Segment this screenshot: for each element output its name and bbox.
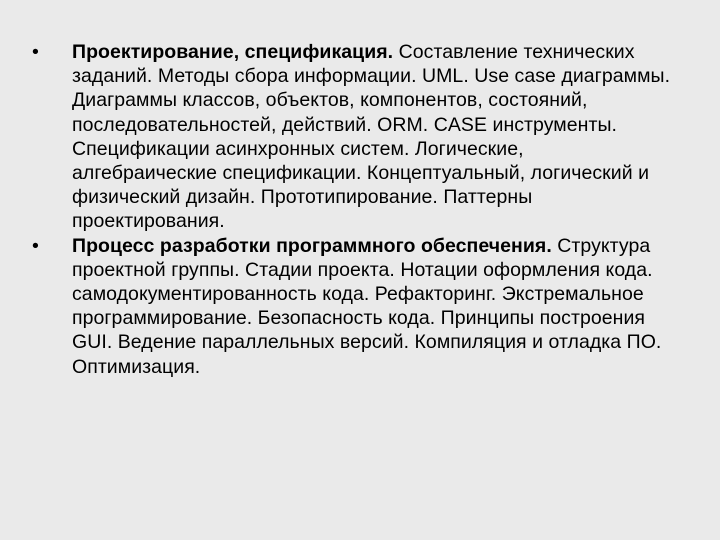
bullet-marker: •	[32, 234, 39, 257]
bullet-list	[32, 40, 672, 379]
bullet-text-design: Составление технических заданий. Методы сбора информации. UML. Use case диаграммы. Диаграммы классов, объектов, компонентов, состояний, последовательностей, действий. ORM. CASE инструменты. Спецификации асинхронных систем. Логические, алгебраические спецификации. Концептуальный, логический и физический дизайн. Прототипирование. Паттерны проектирования.	[72, 41, 671, 233]
bullet-title-process: Процесс разработки программного обеспечения.	[72, 234, 552, 257]
bullet-item-design	[32, 40, 672, 234]
bullet-item-process	[32, 234, 672, 379]
bullet-text-process: Структура проектной группы. Стадии проекта. Нотации оформления кода. самодокументированность кода. Рефакторинг. Экстремальное программирование. Безопасность кода. Принципы построения GUI. Ведение параллельных версий. Компиляция и отладка ПО. Оптимизация.	[72, 234, 662, 378]
bullet-title-design: Проектирование, спецификация.	[72, 41, 394, 63]
bullet-marker: •	[32, 41, 39, 63]
